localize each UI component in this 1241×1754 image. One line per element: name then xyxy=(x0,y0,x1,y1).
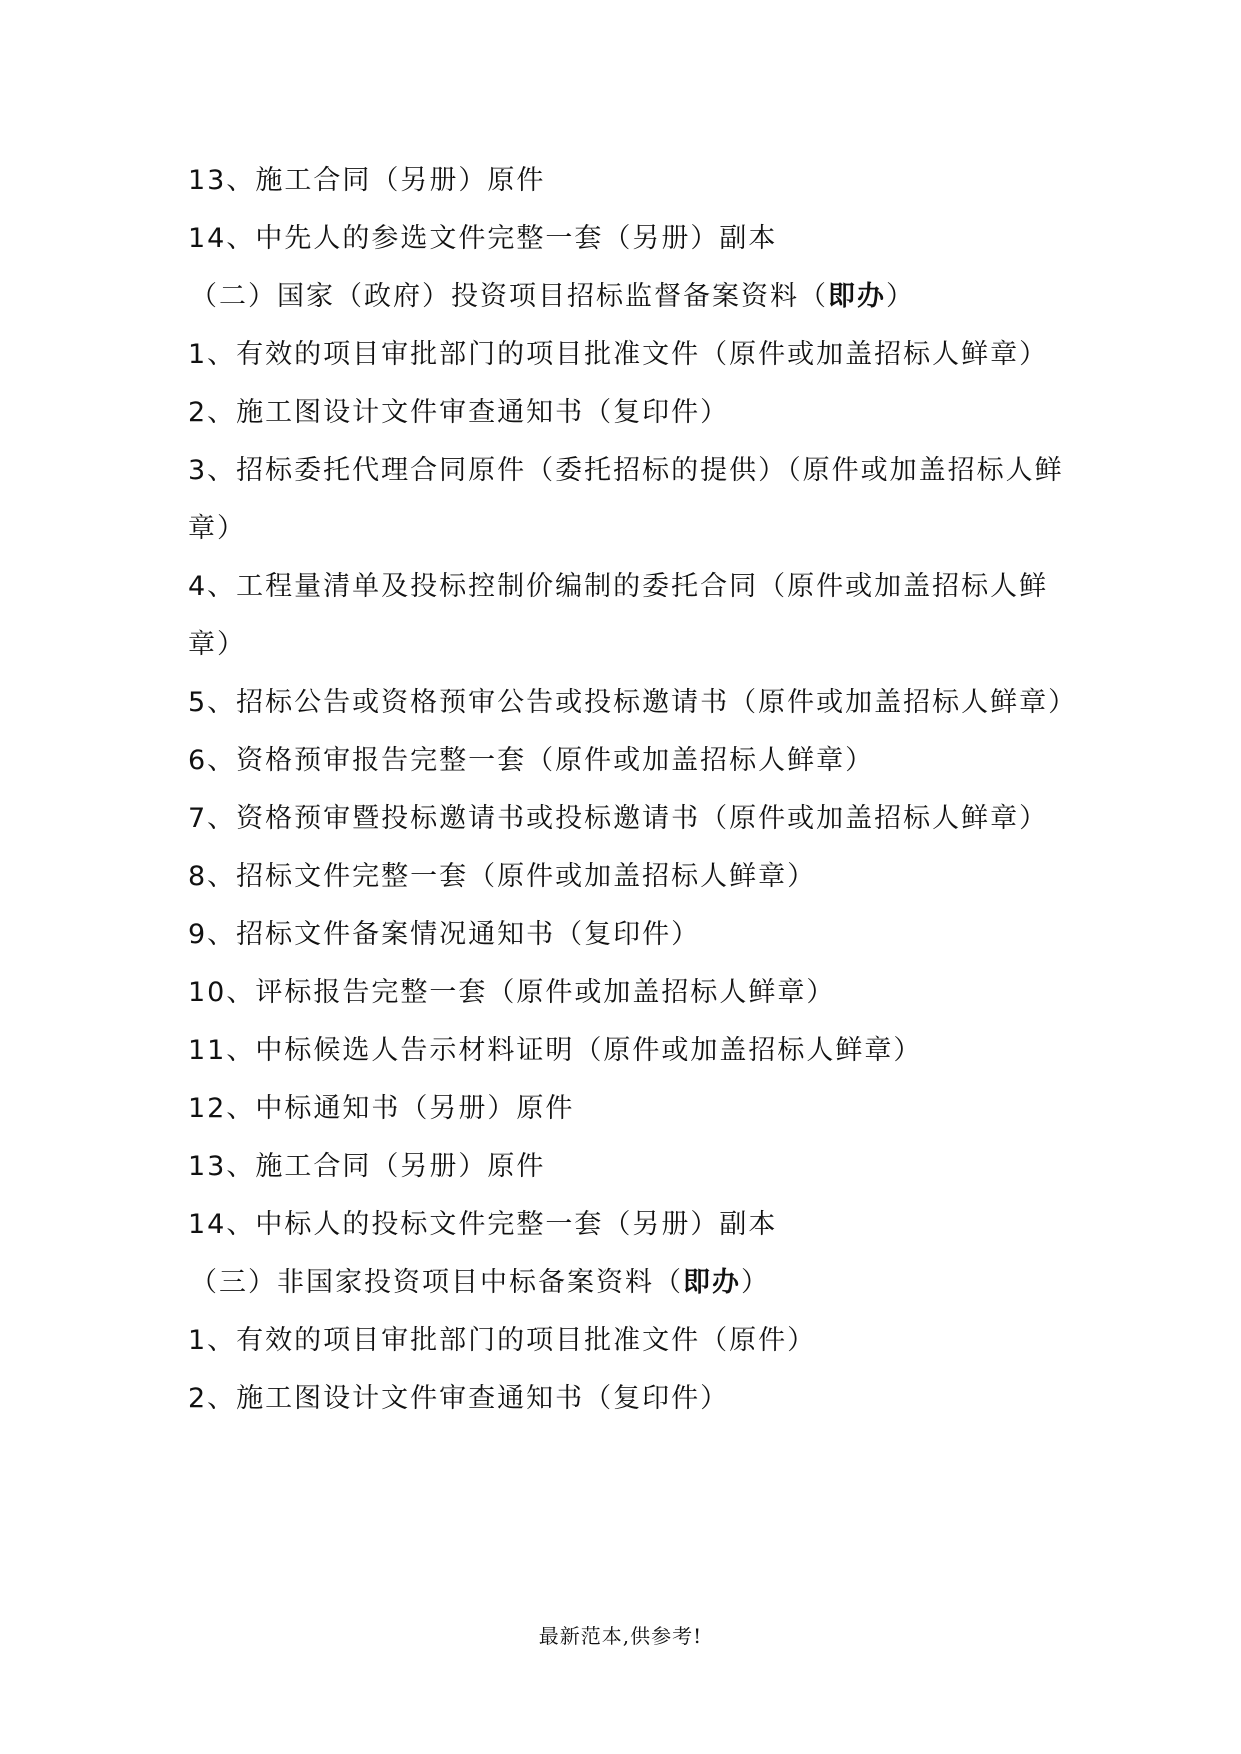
list-item: 11、中标候选人告示材料证明（原件或加盖招标人鲜章） xyxy=(188,1035,923,1066)
list-item: 1、有效的项目审批部门的项目批准文件（原件或加盖招标人鲜章） xyxy=(188,339,1049,370)
list-item: 13、施工合同（另册）原件 xyxy=(188,165,546,196)
list-item: 1、有效的项目审批部门的项目批准文件（原件） xyxy=(188,1325,817,1356)
list-item-continuation: 章） xyxy=(188,629,246,660)
list-item: 10、评标报告完整一套（原件或加盖招标人鲜章） xyxy=(188,977,836,1008)
list-item: 8、招标文件完整一套（原件或加盖招标人鲜章） xyxy=(188,861,817,892)
list-item: 2、施工图设计文件审查通知书（复印件） xyxy=(188,397,730,428)
list-item: 7、资格预审暨投标邀请书或投标邀请书（原件或加盖招标人鲜章） xyxy=(188,803,1049,834)
list-item: 5、招标公告或资格预审公告或投标邀请书（原件或加盖招标人鲜章） xyxy=(188,687,1078,718)
page-footer: 最新范本,供参考! xyxy=(538,1624,703,1648)
list-item: 13、施工合同（另册）原件 xyxy=(188,1151,546,1182)
list-item: 14、中先人的参选文件完整一套（另册）副本 xyxy=(188,223,778,254)
list-item: 12、中标通知书（另册）原件 xyxy=(188,1093,575,1124)
list-item: 3、招标委托代理合同原件（委托招标的提供）（原件或加盖招标人鲜 xyxy=(188,455,1064,486)
list-item-continuation: 章） xyxy=(188,513,246,544)
list-item: 9、招标文件备案情况通知书（复印件） xyxy=(188,919,701,950)
section-heading: （三）非国家投资项目中标备案资料（即办） xyxy=(190,1267,770,1298)
list-item: 6、资格预审报告完整一套（原件或加盖招标人鲜章） xyxy=(188,745,875,776)
list-item: 4、工程量清单及投标控制价编制的委托合同（原件或加盖招标人鲜 xyxy=(188,571,1049,602)
list-item: 14、中标人的投标文件完整一套（另册）副本 xyxy=(188,1209,778,1240)
section-heading: （二）国家（政府）投资项目招标监督备案资料（即办） xyxy=(190,281,915,312)
list-item: 2、施工图设计文件审查通知书（复印件） xyxy=(188,1383,730,1414)
